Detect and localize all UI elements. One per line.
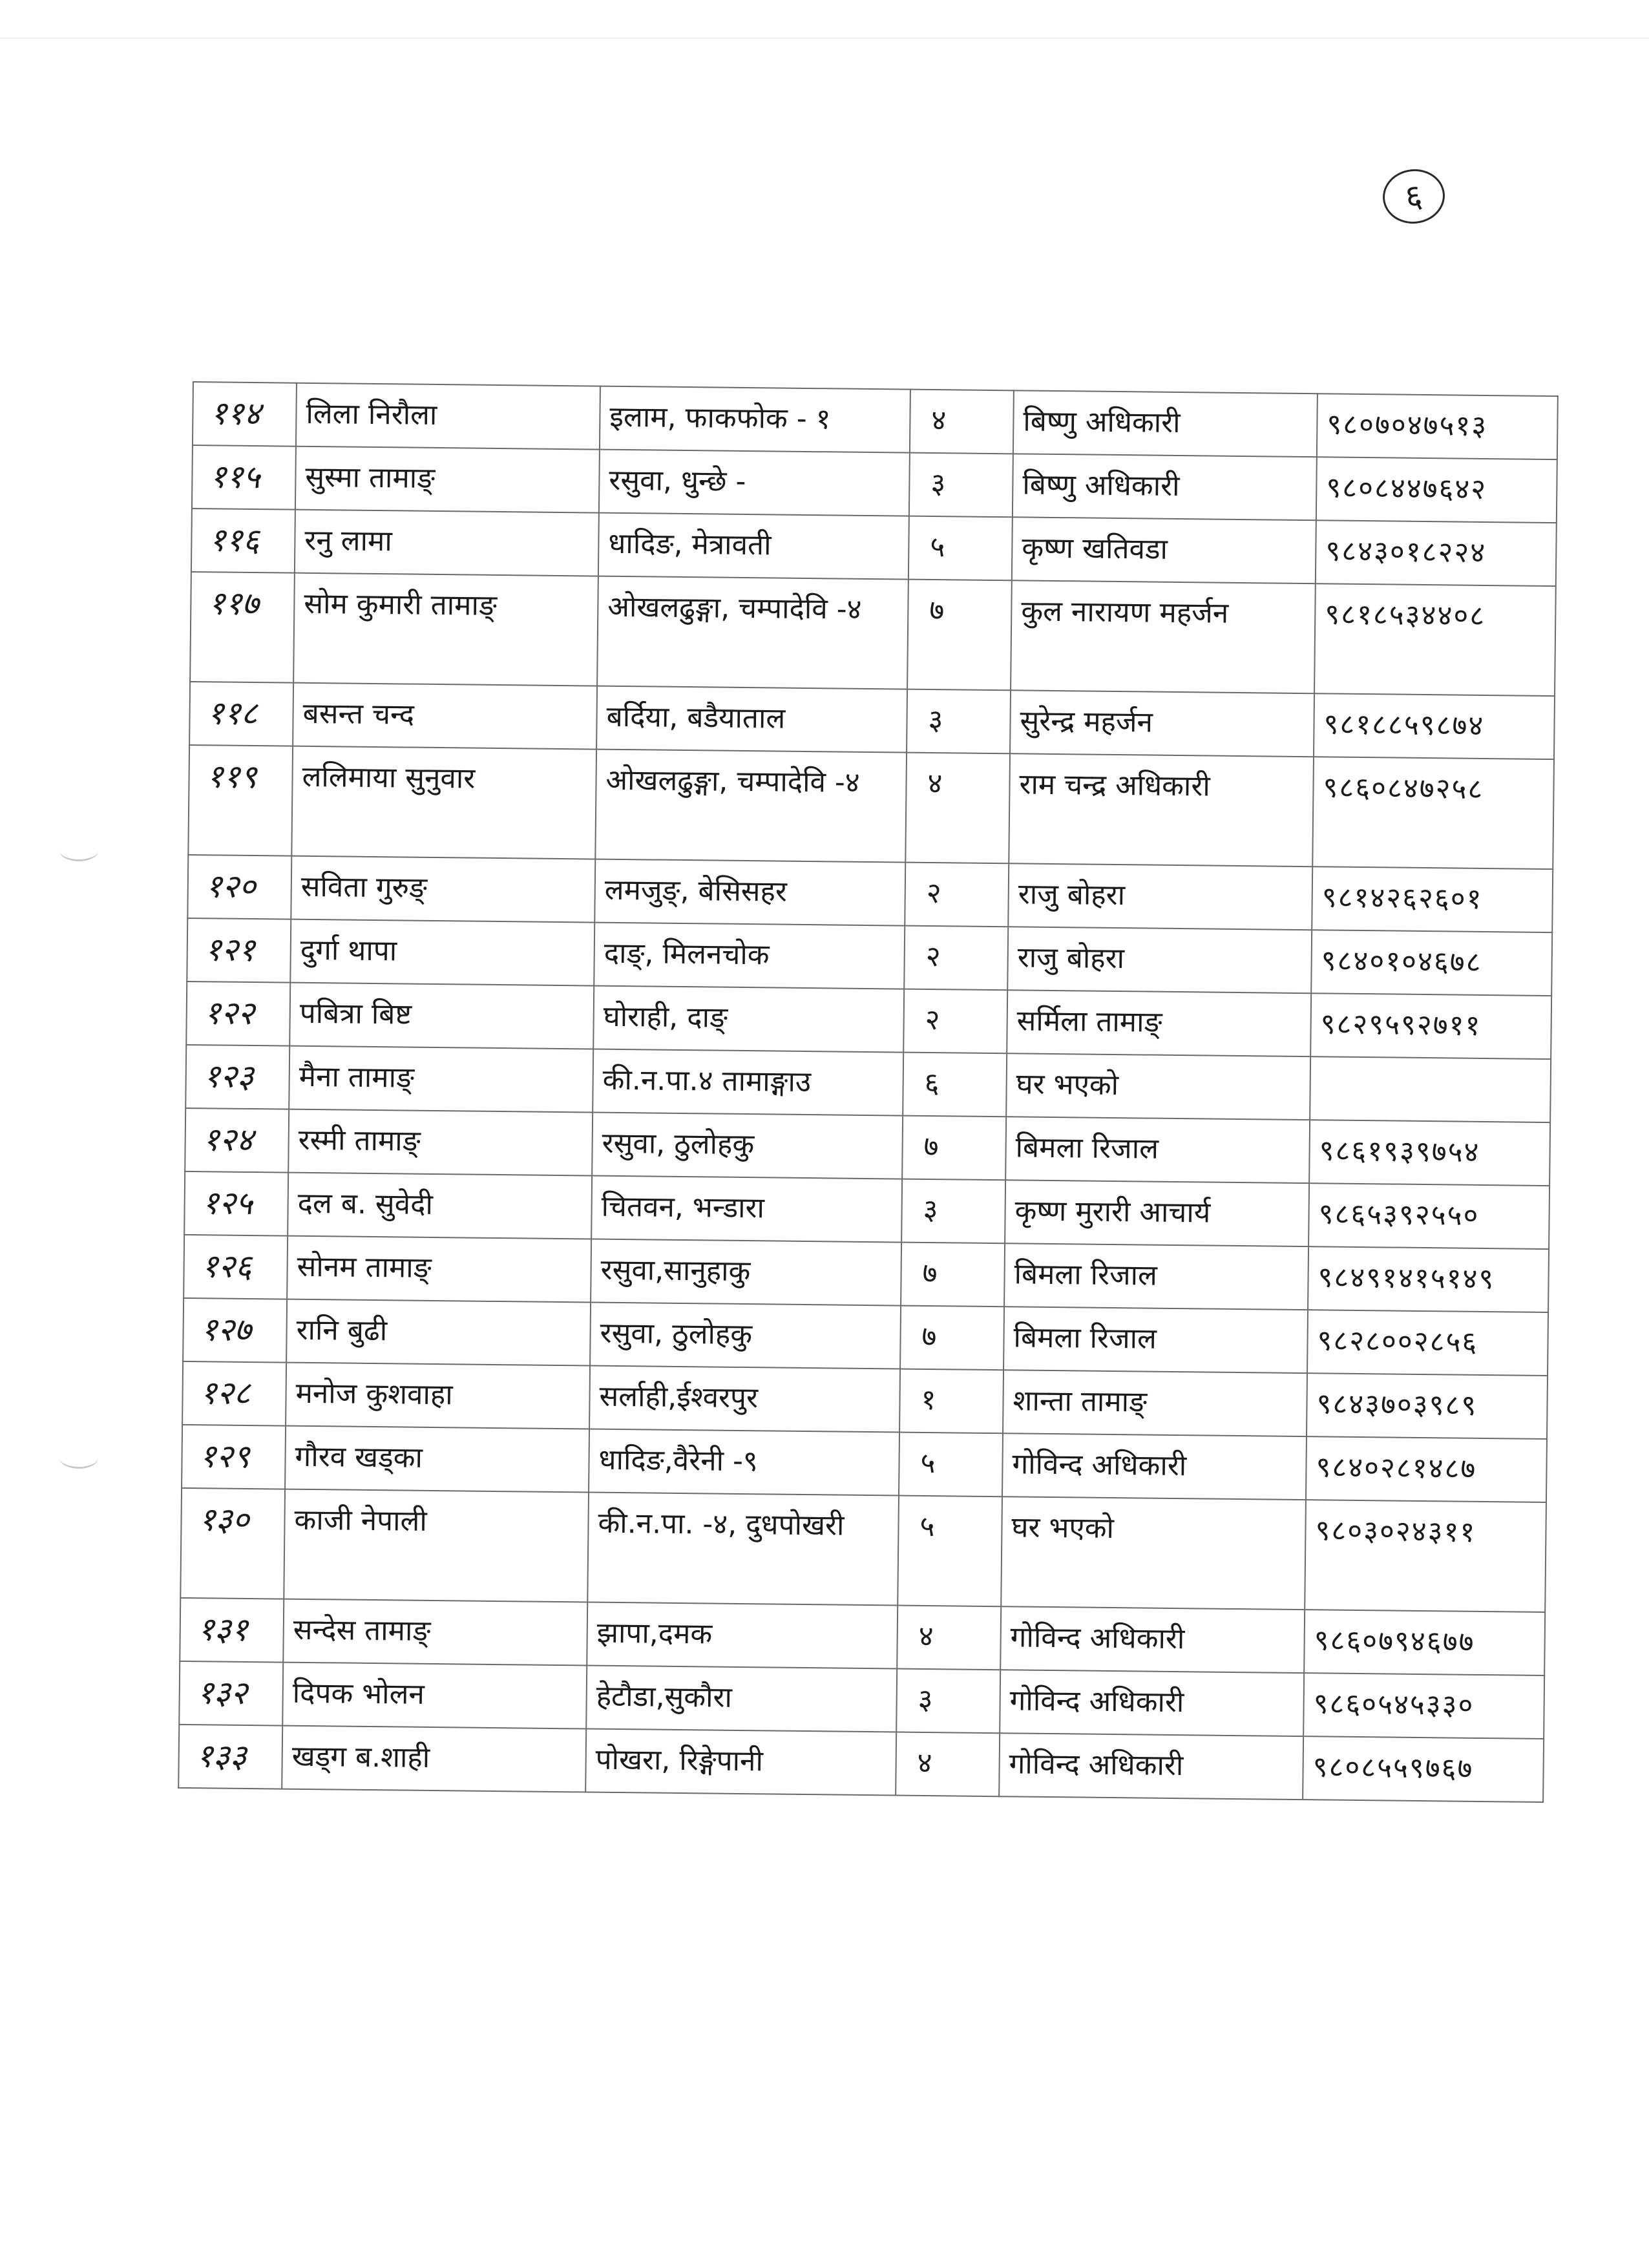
referrer: सुरेन्द्र महर्जन xyxy=(1010,690,1314,757)
address: की.न.पा. -४, दुधपोखरी xyxy=(587,1493,899,1606)
serial-number: ११६ xyxy=(191,509,295,573)
phone-number: ९८४०१०४६७८ xyxy=(1311,930,1552,996)
address: घोराही, दाङ् xyxy=(593,986,904,1053)
address: सर्लाही,ईश्वरपुर xyxy=(589,1366,900,1433)
address: झापा,दमक xyxy=(587,1602,898,1669)
phone-number: ९८४०२८१४८७ xyxy=(1306,1436,1547,1502)
serial-number: १२७ xyxy=(183,1298,287,1363)
ward-number: ३ xyxy=(901,1179,1005,1244)
serial-number: १२२ xyxy=(186,982,290,1046)
ward-number: ७ xyxy=(901,1243,1005,1307)
referrer: गोविन्द अधिकारी xyxy=(999,1733,1303,1800)
person-name: रस्मी तामाङ् xyxy=(288,1109,593,1176)
serial-number: १२८ xyxy=(182,1361,286,1426)
address: बर्दिया, बडैयाताल xyxy=(596,686,907,753)
table-row xyxy=(178,1725,1544,1802)
ward-number: २ xyxy=(903,989,1007,1054)
person-name: गौरव खड्का xyxy=(285,1426,589,1493)
ward-number: ५ xyxy=(899,1433,1003,1497)
address: धादिङ,वैरेनी -९ xyxy=(589,1429,899,1496)
referrer: राम चन्द्र अधिकारी xyxy=(1009,753,1314,866)
person-name: खड्ग ब.शाही xyxy=(282,1726,586,1792)
address: लमजुङ्, बेसिसहर xyxy=(594,859,905,926)
person-name: बसन्त चन्द xyxy=(293,683,597,750)
table-row xyxy=(188,745,1554,869)
address: रसुवा, ठुलोहकु xyxy=(592,1113,903,1179)
ward-number: ३ xyxy=(907,689,1011,754)
referrer: गोविन्द अधिकारी xyxy=(1002,1433,1307,1500)
punch-hole-mark xyxy=(59,840,98,861)
phone-number: ९८६१९३९७५४ xyxy=(1309,1120,1550,1186)
ward-number: २ xyxy=(905,863,1009,927)
ward-number: ३ xyxy=(909,453,1013,518)
phone-number: ९८१८५३४४०८ xyxy=(1314,583,1556,696)
serial-number: १२९ xyxy=(182,1425,286,1489)
referrer: बिमला रिजाल xyxy=(1004,1243,1308,1310)
person-name: मनोज कुशवाहा xyxy=(286,1363,590,1429)
serial-number: १३१ xyxy=(180,1598,284,1663)
person-name: सन्देस तामाङ् xyxy=(283,1599,587,1666)
phone-number xyxy=(1310,1056,1551,1122)
phone-number: ९८०७०४७५१३ xyxy=(1317,394,1558,459)
person-name: ललिमाया सुनुवार xyxy=(291,746,596,859)
serial-number: ११८ xyxy=(189,682,293,746)
phone-number: ९८१८८५९८७४ xyxy=(1314,693,1555,759)
ward-number: ६ xyxy=(903,1053,1007,1117)
referrer: बिमला रिजाल xyxy=(1003,1307,1308,1373)
person-name: दिपक भोलन xyxy=(282,1663,587,1729)
person-name: लिला निरौला xyxy=(296,383,600,450)
referrer: राजु बोहरा xyxy=(1007,927,1312,993)
address: रसुवा,सानुहाकु xyxy=(591,1239,901,1306)
ward-number: ५ xyxy=(898,1496,1002,1607)
address: रसुवा, धुन्छे - xyxy=(599,450,910,516)
referrer: कृष्ण खतिवडा xyxy=(1012,517,1316,583)
ward-number: २ xyxy=(904,926,1008,991)
referrer: सर्मिला तामाङ् xyxy=(1007,990,1311,1056)
phone-number: ९८१४२६२६०१ xyxy=(1312,866,1553,932)
serial-number: ११५ xyxy=(192,445,296,510)
serial-number: १३३ xyxy=(178,1725,282,1789)
referrer: बिमला रिजाल xyxy=(1005,1117,1310,1183)
address: ओखलढुङ्गा, चम्पादेवि -४ xyxy=(597,576,909,689)
serial-number: १२१ xyxy=(187,918,291,983)
beneficiary-table xyxy=(178,381,1559,1803)
person-name: दल ब. सुवेदी xyxy=(288,1173,592,1239)
referrer: गोविन्द अधिकारी xyxy=(1000,1606,1305,1673)
phone-number: ९८६०८४७२५८ xyxy=(1312,757,1554,869)
address: की.न.पा.४ तामाङ्गाउ xyxy=(593,1049,903,1116)
ward-number: ७ xyxy=(902,1116,1006,1181)
address: धादिङ, मेत्रावती xyxy=(598,513,909,580)
person-name: सुस्मा तामाङ् xyxy=(295,446,600,513)
table-row xyxy=(190,572,1556,696)
phone-number: ९८२९५९२७११ xyxy=(1310,993,1551,1059)
referrer: घर भएको xyxy=(1006,1053,1310,1120)
ward-number: ४ xyxy=(910,390,1014,454)
serial-number: १२४ xyxy=(185,1108,289,1173)
serial-number: १३० xyxy=(180,1488,285,1599)
referrer: बिष्णु अधिकारी xyxy=(1013,454,1317,520)
person-name: दुर्गा थापा xyxy=(290,919,594,986)
ward-number: ४ xyxy=(905,753,1010,864)
referrer: बिष्णु अधिकारी xyxy=(1013,390,1318,457)
ward-number: ७ xyxy=(907,580,1012,691)
referrer: घर भएको xyxy=(1001,1496,1306,1610)
address: चितवन, भन्डारा xyxy=(591,1176,902,1243)
ward-number: ४ xyxy=(896,1732,1000,1797)
phone-number: ९८४३७०३९८९ xyxy=(1307,1373,1548,1439)
serial-number: १२३ xyxy=(185,1045,289,1109)
ward-number: १ xyxy=(899,1369,1003,1434)
phone-number: ९८६०७९४६७७ xyxy=(1304,1610,1545,1675)
ward-number: ४ xyxy=(897,1606,1001,1670)
person-name: रानि बुढी xyxy=(286,1299,591,1366)
phone-number: ९८०३०२४३११ xyxy=(1305,1500,1546,1612)
person-name: सोनम तामाङ् xyxy=(287,1236,591,1303)
address: इलाम, फाकफोक - १ xyxy=(600,386,910,453)
scan-edge-line xyxy=(0,37,1649,39)
serial-number: १२५ xyxy=(184,1171,288,1236)
phone-number: ९८०८५५९७६७ xyxy=(1303,1736,1544,1802)
phone-number: ९८०८४४७६४२ xyxy=(1316,457,1557,523)
serial-number: ११४ xyxy=(193,382,297,446)
referrer: कृष्ण मुरारी आचार्य xyxy=(1005,1180,1309,1246)
phone-number: ९८६५३९२५५० xyxy=(1308,1183,1549,1249)
person-name: पबित्रा बिष्ट xyxy=(289,983,594,1049)
person-name: रनु लामा xyxy=(295,510,599,576)
person-name: सोम कुमारी तामाङ् xyxy=(293,573,598,686)
address: रसुवा, ठुलोहकु xyxy=(590,1303,901,1369)
table-row xyxy=(180,1488,1546,1612)
ward-number: ३ xyxy=(896,1669,1000,1734)
punch-hole-mark xyxy=(59,1447,98,1469)
person-name: सविता गुरुङ् xyxy=(291,856,595,923)
phone-number: ९८२८००२८५६ xyxy=(1307,1310,1548,1376)
person-name: मैना तामाङ् xyxy=(289,1046,593,1113)
phone-number: ९८४३०१८२२४ xyxy=(1316,520,1557,586)
serial-number: ११७ xyxy=(190,572,295,683)
address: पोखरा, रिङ्गेपानी xyxy=(585,1728,896,1795)
page-number: ६ xyxy=(1380,166,1447,227)
referrer: शान्ता तामाङ् xyxy=(1003,1370,1307,1436)
phone-number: ९८४९१४१५१४९ xyxy=(1308,1246,1549,1312)
referrer: राजु बोहरा xyxy=(1008,863,1312,930)
address: ओखलढुङ्गा, चम्पादेवि -४ xyxy=(595,750,907,863)
serial-number: १२६ xyxy=(184,1235,288,1299)
phone-number: ९८६०५४५३३० xyxy=(1303,1673,1544,1739)
serial-number: १३२ xyxy=(179,1661,283,1726)
person-name: काजी नेपाली xyxy=(284,1489,589,1602)
address: दाङ्, मिलनचोक xyxy=(594,923,905,989)
ward-number: ७ xyxy=(900,1306,1004,1370)
serial-number: १२० xyxy=(187,855,291,919)
serial-number: ११९ xyxy=(188,745,293,856)
referrer: कुल नारायण महर्जन xyxy=(1011,580,1316,693)
address: हेटौडा,सुकौरा xyxy=(586,1665,897,1732)
referrer: गोविन्द अधिकारी xyxy=(1000,1670,1304,1736)
ward-number: ५ xyxy=(909,516,1013,581)
